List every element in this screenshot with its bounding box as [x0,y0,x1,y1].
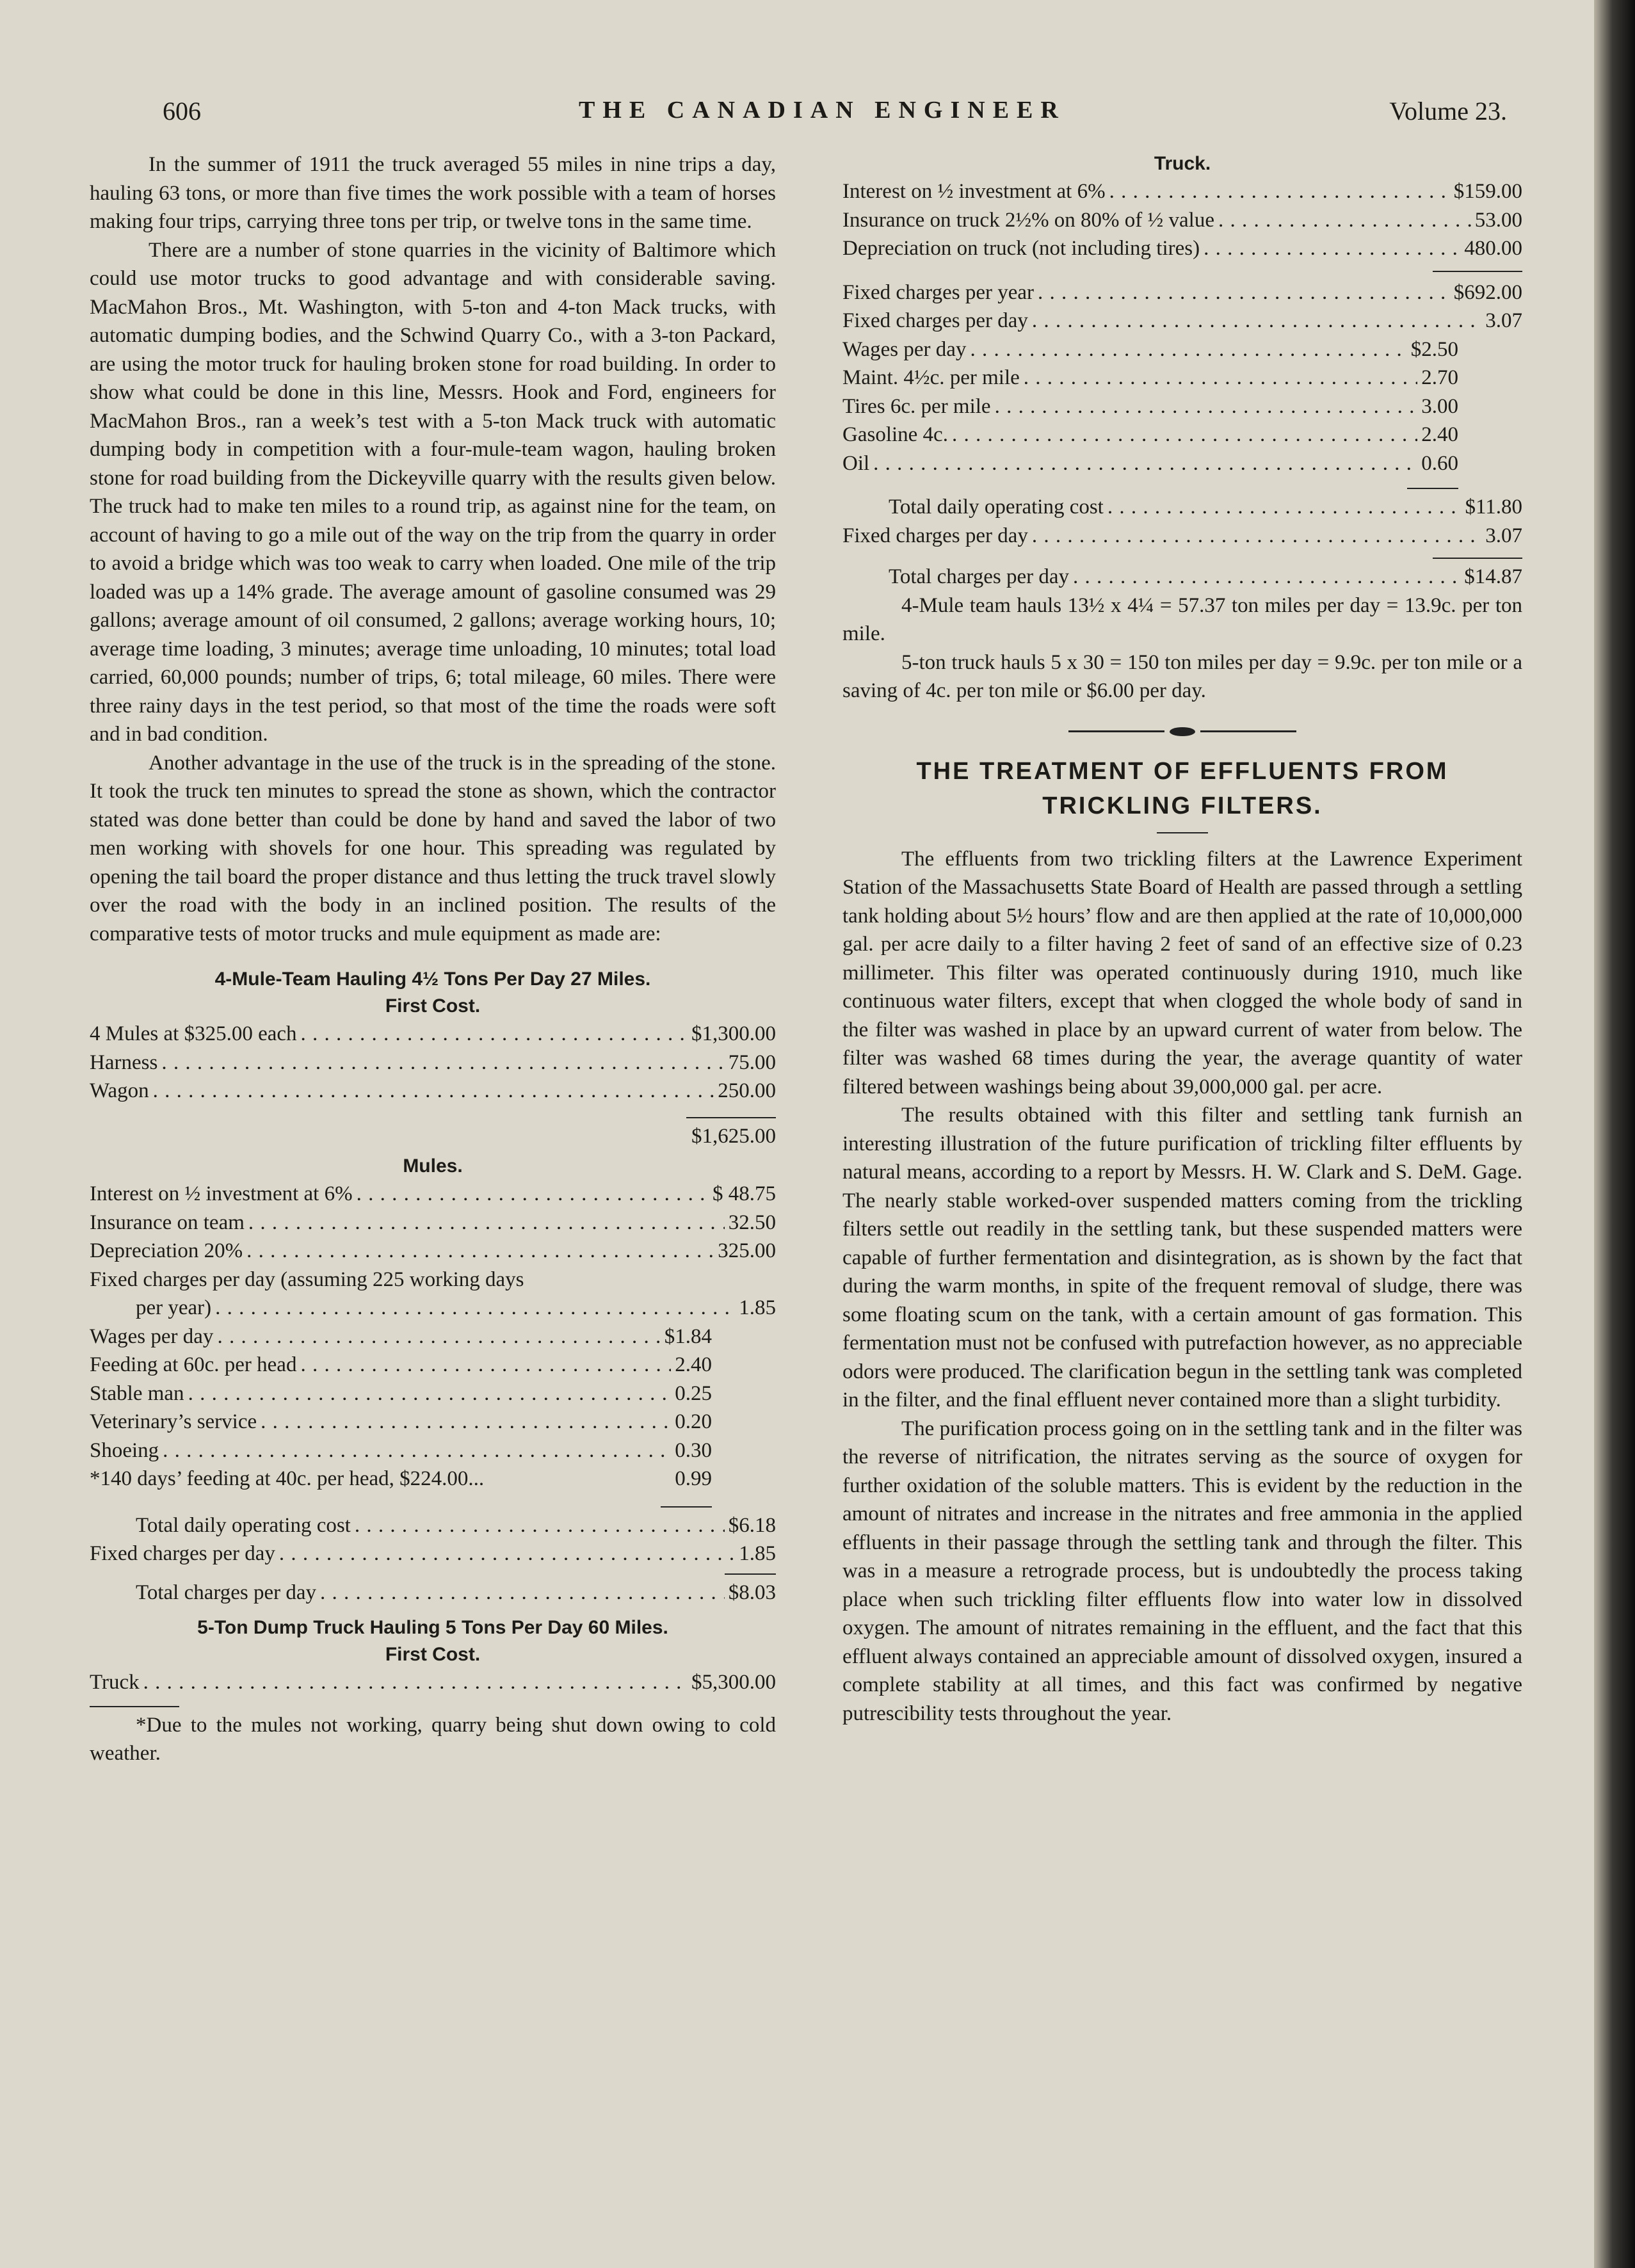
table-row: Gasoline 4c. . . . 2.40 [842,421,1522,449]
table-row: Interest on ½ investment at 6% . . . $159.00 [842,177,1522,206]
footnote: *Due to the mules not working, quarry being shut down owing to cold weather. [90,1713,776,1765]
table-row: Depreciation on truck (not including tires) . . . 480.00 [842,234,1522,263]
table-row: Harness . . . 75.00 [90,1049,776,1077]
journal-title: THE CANADIAN ENGINEER [579,97,1066,124]
table-row: Total charges per day . . . $8.03 [90,1579,776,1607]
paragraph: Another advantage in the use of the truck is in the spreading of the stone. It took the truck ten minutes to spread the stone as shown, which the contractor stated was done better than could be done by hand and saved the labor of two men working with shovels for one hour. This spreading was regulated by opening the tail board the proper distance and thus letting the truck travel slowly over the road with the body in an inclined position. The results of the comparative tests of motor trucks and mule equipment as made are: [90,751,776,945]
table-row: Fixed charges per day . . . 3.07 [842,307,1522,335]
mules-cost-table [90,1180,776,1607]
paragraph: The effluents from two trickling filters at the Lawrence Experiment Station of the Massachusetts State Board of Health are passed through a settling tank holding about 5½ hours’ flow and are then applied at the rate of 10,000,000 gal. per acre daily to a filter having 2 feet of sand of an effective size of 0.23 millimeter. This filter was operated continuously during 1910, much like continuous water filters, except that when clogged the whole body of sand in the filter was washed in place by an upward current of water from below. The filter was washed 68 times during the year, the average quantity of water filtered between washings being about 39,000,000 gal. per acre. [842,847,1522,1098]
table-row: Feeding at 60c. per head . . . 2.40 [90,1351,776,1379]
table-row: per year) . . . 1.85 [90,1294,776,1323]
table-row: Total daily operating cost . . . $6.18 [90,1511,776,1540]
table-row: Fixed charges per day . . . 3.07 [842,522,1522,551]
sum-rule [686,1117,776,1118]
comparison-text: 5-ton truck hauls 5 x 30 = 150 ton miles per day = 9.9c. per ton mile or a saving of 4c. per ton mile or $6.00 per day. [842,650,1522,702]
mule-first-cost-table [90,1020,776,1150]
table-row: Veterinary’s service . . . 0.20 [90,1408,776,1436]
table-row: Fixed charges per year . . . $692.00 [842,278,1522,307]
title-rule [1157,832,1208,833]
table-row: Depreciation 20% . . . 325.00 [90,1237,776,1266]
table-row: Wagon . . . 250.00 [90,1077,776,1106]
table-row: *140 days’ feeding at 40c. per head, $224.00... 0.99 [90,1467,712,1490]
section-ornament [842,727,1522,736]
truck-table-heading: 5-Ton Dump Truck Hauling 5 Tons Per Day 60 Miles. [197,1617,668,1638]
sum-rule [661,1506,712,1508]
page-header [163,96,1507,141]
table-row: Shoeing . . . 0.30 [90,1436,776,1465]
mule-table-heading: 4-Mule-Team Hauling 4½ Tons Per Day 27 Miles. [214,969,651,990]
sum-rule [1433,271,1522,272]
table-row: 4 Mules at $325.00 each . . . $1,300.00 [90,1020,776,1049]
first-cost-total: $1,625.00 [691,1124,776,1148]
comparison-text: 4-Mule team hauls 13½ x 4¼ = 57.37 ton miles per day = 13.9c. per ton mile. [842,593,1522,645]
mule-first-cost-heading: First Cost. [385,995,481,1017]
table-row: Fixed charges per day (assuming 225 working days [90,1267,524,1291]
table-row: Total daily operating cost . . . $11.80 [842,493,1522,522]
table-row: Maint. 4½c. per mile . . . 2.70 [842,364,1522,392]
paragraph: The results obtained with this filter and settling tank furnish an interesting illustration of the future purification of trickling filter effluents by natural means, according to a report by Messrs. H. W. Clark and S. DeM. Gage. The nearly stable worked-over suspended matters coming from the trickling filters settle out readily in the settling tank, but these suspended matters were capable of further fermentation and disintegration, as is shown by the fact that during the warm months, in spite of the frequent removal of sludge, there was some floating scum on the tank, with a certain amount of gas formation. This fermentation must not be confused with putrefaction however, as no appreciable odors were produced. The clarification begun in the settling tank was completed in the filter, and the final effluent never contained more than a slight turbidity. [842,1104,1522,1411]
table-row: Wages per day . . . $1.84 [90,1323,776,1351]
book-spine-shadow [1594,0,1635,2268]
right-column [842,150,1522,1728]
table-row: Insurance on truck 2½% on 80% of ½ value . . . 53.00 [842,206,1522,235]
table-row: Insurance on team . . . 32.50 [90,1209,776,1237]
sum-rule [725,1573,776,1575]
table-row: Interest on ½ investment at 6% . . . $ 48.75 [90,1180,776,1209]
table-row: Stable man . . . 0.25 [90,1379,776,1408]
table-row: Truck . . . $5,300.00 [90,1668,776,1697]
paragraph: The purification process going on in the settling tank and in the filter was the reverse of nitrification, the nitrates serving as the source of oxygen for further oxidation of the soluble matters. This is evident by the reduction in the amount of nitrates and increase in the nitrates and free ammonia in the applied effluents in their passage through the settling tank and through the filter. This was in a measure a retrograde process, but is undoubtedly the process taking place when such trickling filter effluents flow into water low in dissolved oxygen. The amount of nitrates remaining in the effluent, and the fact that this effluent always contained an appreciable amount of dissolved oxygen, insured a complete stability at all times, and this fact was confirmed by negative putrescibility tests throughout the year. [842,1417,1522,1725]
sum-rule [1433,558,1522,559]
volume-label: Volume 23. [1389,97,1507,125]
table-row: Fixed charges per day . . . 1.85 [90,1540,776,1568]
left-column [90,150,776,1768]
paragraph: In the summer of 1911 the truck averaged 55 miles in nine trips a day, hauling 63 tons, or more than five times the work possible with a team of horses making four trips, carrying three tons per trip, or twelve tons in the same time. [90,153,776,233]
truck-first-cost-heading: First Cost. [385,1644,481,1665]
paragraph: There are a number of stone quarries in the vicinity of Baltimore which could use motor trucks to good advantage and with considerable saving. MacMahon Bros., Mt. Washington, with 5-ton and 4-ton Mack trucks, with automatic dumping bodies, and the Schwind Quarry Co., with a 3-ton Packard, are using the motor truck for hauling broken stone for road building. In order to show what could be done in this line, Messrs. Hook and Ford, engineers for MacMahon Bros., ran a week’s test with a 5-ton Mack truck with automatic dumping body in competition with a four-mule-team wagon, hauling broken stone for road building from the Dickeyville quarry with the results given below. The truck had to make ten miles to a round trip, as against nine for the team, on account of having to go a mile out of the way on the trip from the quarry in order to avoid a bridge which was too weak to carry when loaded. One mile of the trip loaded was up a 14% grade. The average amount of gasoline consumed was 29 gallons; average amount of oil consumed, 2 gallons; average working hours, 10; average time loading, 3 minutes; average time unloading, 10 minutes; total load carried, 60,000 pounds; number of trips, 6; total mileage, 60 miles. There were three rainy days in the test period, so that most of the time the roads were soft and in bad condition. [90,238,776,746]
table-row: Tires 6c. per mile . . . 3.00 [842,392,1522,421]
footnote-rule [90,1706,179,1707]
table-row: Wages per day . . . $2.50 [842,335,1522,364]
mules-heading: Mules. [403,1155,463,1177]
truck-costs-heading: Truck. [1154,153,1211,174]
article-title: THE TREATMENT OF EFFLUENTS FROM TRICKLING FILTERS. [916,757,1449,819]
table-row: Oil . . . 0.60 [842,449,1522,478]
sum-rule [1407,488,1458,489]
table-row: Total charges per day . . . $14.87 [842,563,1522,591]
truck-cost-table [842,177,1522,591]
page-number: 606 [163,97,201,125]
